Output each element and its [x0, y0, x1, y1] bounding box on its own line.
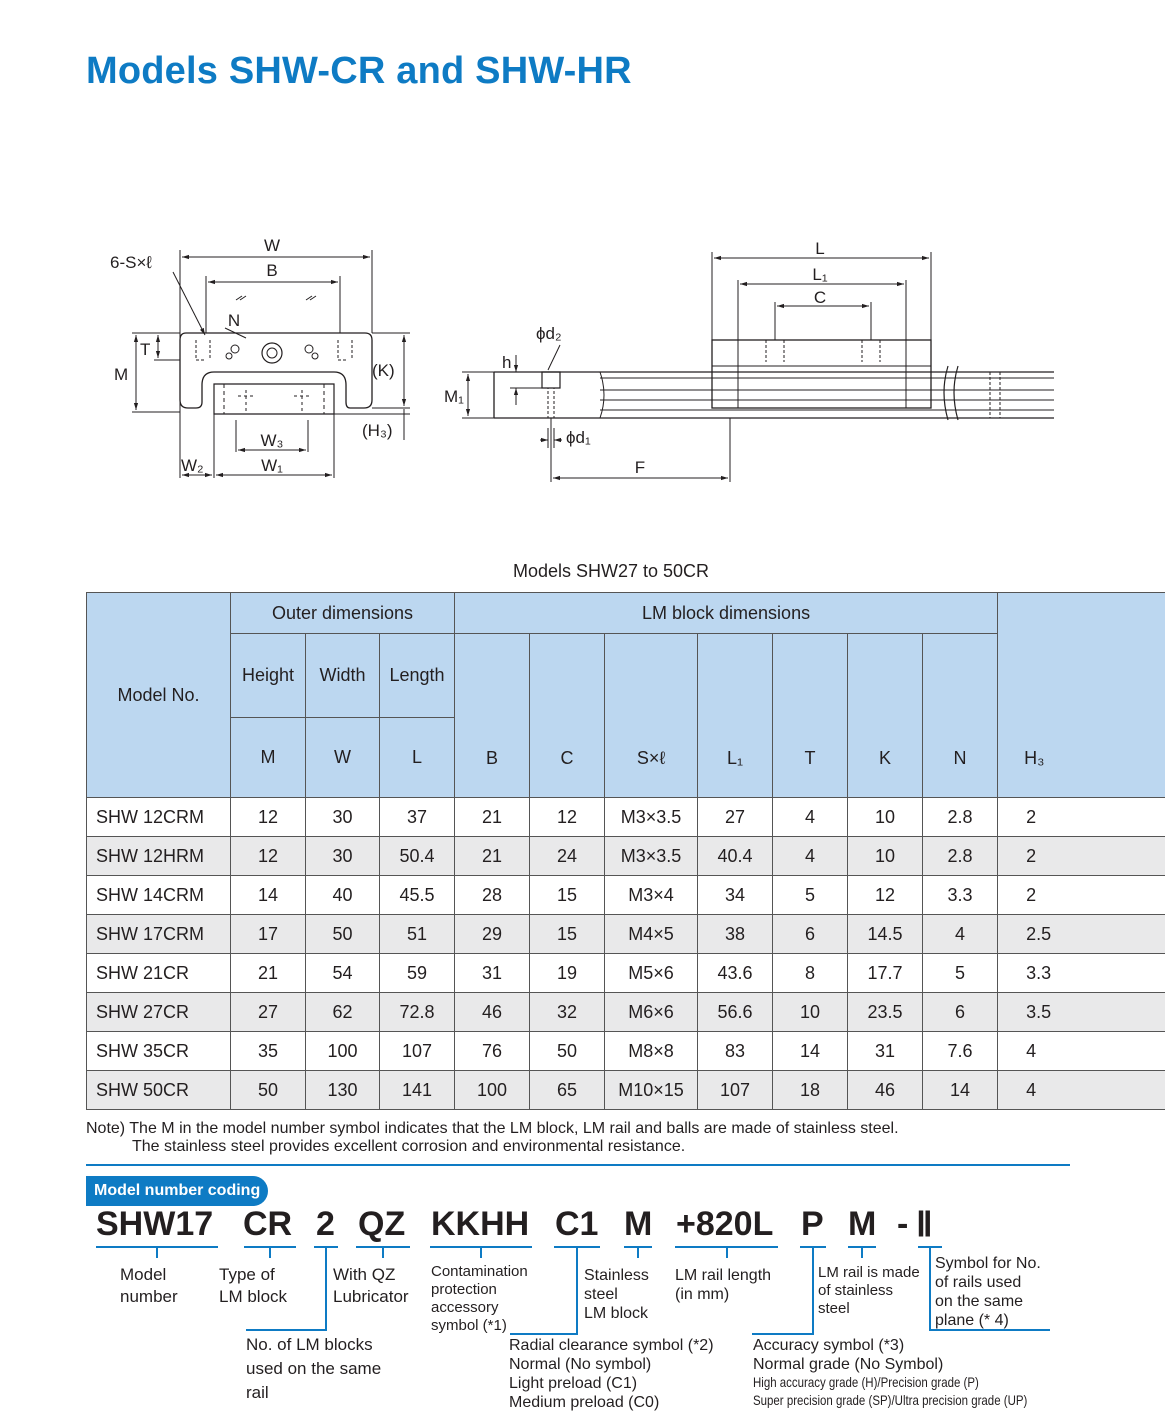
label-m: M	[114, 365, 129, 384]
table-cell: 28	[455, 876, 530, 915]
note-line-2: The stainless steel provides excellent corrosion and environmental resistance.	[132, 1138, 686, 1155]
table-cell: 5	[773, 876, 848, 915]
model-number-coding-badge: Model number coding	[86, 1176, 268, 1206]
dimension-drawing	[0, 0, 1165, 540]
cell-model-no: SHW 12CRM	[87, 798, 231, 837]
table-cell: 27	[231, 993, 306, 1032]
table-cell: 32	[530, 993, 605, 1032]
table-cell: 4	[923, 915, 998, 954]
label-accuracy: Accuracy symbol (*3) Normal grade (No Symbol)	[753, 1337, 944, 1373]
header-s-l: S×ℓ	[605, 634, 698, 798]
header-w: W	[306, 718, 380, 798]
label-rail-stainless: LM rail is made of stainless steel	[818, 1264, 920, 1317]
label-radial-clearance: Radial clearance symbol (*2) Normal (No symbol) Light preload (C1) Medium preload (C0)	[509, 1337, 714, 1411]
table-cell: 100	[306, 1032, 380, 1071]
table-cell: 15	[530, 915, 605, 954]
label-h: h	[502, 353, 512, 372]
table-cell: 5	[923, 954, 998, 993]
table-cell: 50.4	[380, 837, 455, 876]
label-d1: ϕd₁	[566, 428, 591, 447]
table-cell: 10	[773, 993, 848, 1032]
table-row	[87, 798, 1165, 837]
table-cell: 4	[998, 1071, 1165, 1110]
table-cell: 107	[380, 1032, 455, 1071]
label-blocks-number: No. of LM blocks used on the same rail	[246, 1335, 382, 1402]
table-cell: 24	[530, 837, 605, 876]
dimension-table	[86, 592, 1165, 1110]
table-cell: 130	[306, 1071, 380, 1110]
table-cell: 46	[455, 993, 530, 1032]
label-accuracy-grades: High accuracy grade (H)/Precision grade (P) Super precision grade (SP)/Ultra precision grade (UP)	[753, 1374, 1028, 1408]
table-cell: 12	[231, 798, 306, 837]
table-cell: 65	[530, 1071, 605, 1110]
header-model-no: Model No.	[87, 593, 231, 798]
table-cell: 27	[698, 798, 773, 837]
table-cell: 4	[773, 798, 848, 837]
table-caption: Models SHW27 to 50CR	[512, 561, 710, 581]
code-qz: QZ	[358, 1205, 406, 1243]
table-cell: 59	[380, 954, 455, 993]
header-outer-dimensions: Outer dimensions	[231, 593, 455, 634]
label-l1: L₁	[812, 265, 828, 284]
table-row	[87, 837, 1165, 876]
table-cell: 14	[923, 1071, 998, 1110]
label-qz-lubricator: With QZ Lubricator	[333, 1265, 409, 1306]
table-cell: 46	[848, 1071, 923, 1110]
header-length: Length	[380, 634, 455, 718]
code-m-block: M	[624, 1205, 653, 1243]
table-cell: M3×4	[605, 876, 698, 915]
label-n: N	[227, 311, 241, 330]
table-cell: M5×6	[605, 954, 698, 993]
table-cell: 43.6	[698, 954, 773, 993]
table-cell: 4	[773, 837, 848, 876]
cell-model-no: SHW 12HRM	[87, 837, 231, 876]
table-cell: 40.4	[698, 837, 773, 876]
table-cell: 54	[306, 954, 380, 993]
table-row	[87, 1071, 1165, 1110]
table-cell: 50	[306, 915, 380, 954]
header-height: Height	[231, 634, 306, 718]
label-rail-length: LM rail length (in mm)	[675, 1267, 772, 1303]
label-6-s-l: 6-S×ℓ	[110, 253, 152, 272]
table-cell: 21	[455, 837, 530, 876]
code-kkhh: KKHH	[431, 1205, 530, 1243]
table-cell: 7.6	[923, 1032, 998, 1071]
label-model-number: Model number	[120, 1265, 178, 1306]
table-cell: 2.8	[923, 837, 998, 876]
header-width: Width	[306, 634, 380, 718]
table-cell: M8×8	[605, 1032, 698, 1071]
header-b: B	[455, 634, 530, 798]
table-cell: 31	[455, 954, 530, 993]
table-cell: 62	[306, 993, 380, 1032]
label-contamination: Contamination protection accessory symbol (*1)	[431, 1263, 528, 1334]
table-cell: 18	[773, 1071, 848, 1110]
label-f: F	[634, 458, 646, 477]
table-cell: 17.7	[848, 954, 923, 993]
label-w1: W₁	[261, 456, 283, 475]
table-cell: 2	[998, 837, 1165, 876]
table-cell: 100	[455, 1071, 530, 1110]
table-cell: 40	[306, 876, 380, 915]
table-cell: 45.5	[380, 876, 455, 915]
table-cell: 107	[698, 1071, 773, 1110]
table-cell: 21	[231, 954, 306, 993]
table-cell: 141	[380, 1071, 455, 1110]
header-t: T	[773, 634, 848, 798]
table-cell: 76	[455, 1032, 530, 1071]
lm-rail-outline	[214, 384, 334, 414]
table-cell: 2	[998, 798, 1165, 837]
table-cell: 12	[231, 837, 306, 876]
label-w3: W₃	[260, 431, 284, 450]
cell-model-no: SHW 21CR	[87, 954, 231, 993]
code-dash: -	[897, 1205, 909, 1243]
table-cell: 30	[306, 837, 380, 876]
table-cell: 72.8	[380, 993, 455, 1032]
table-row	[87, 915, 1165, 954]
code-blocks: 2	[316, 1205, 335, 1243]
page-title: Models SHW-CR and SHW-HR	[86, 50, 632, 92]
label-w2: W₂	[181, 456, 204, 475]
table-cell: 17	[231, 915, 306, 954]
header-lm-block-dimensions: LM block dimensions	[455, 593, 998, 634]
cell-model-no: SHW 27CR	[87, 993, 231, 1032]
label-l: L	[815, 239, 825, 258]
side-view	[462, 252, 1054, 482]
header-n: N	[923, 634, 998, 798]
table-cell: 10	[848, 837, 923, 876]
code-shw17: SHW17	[96, 1205, 214, 1243]
label-h3: (H₃)	[362, 421, 393, 440]
header-c: C	[530, 634, 605, 798]
label-t: T	[140, 340, 151, 359]
table-cell: 14	[231, 876, 306, 915]
table-cell: 19	[530, 954, 605, 993]
label-w: W	[263, 236, 281, 255]
cell-model-no: SHW 14CRM	[87, 876, 231, 915]
label-rails-number: Symbol for No. of rails used on the same plane (* 4)	[935, 1255, 1041, 1329]
code-m-rail: M	[848, 1205, 877, 1243]
cell-model-no: SHW 17CRM	[87, 915, 231, 954]
table-cell: 50	[530, 1032, 605, 1071]
table-cell: 56.6	[698, 993, 773, 1032]
label-c: C	[813, 288, 827, 307]
label-stainless-block: Stainless steel LM block	[584, 1267, 649, 1322]
table-cell: 38	[698, 915, 773, 954]
table-row	[87, 1032, 1165, 1071]
table-cell: 2.8	[923, 798, 998, 837]
table-cell: 2.5	[998, 915, 1165, 954]
table-cell: 2	[998, 876, 1165, 915]
table-cell: 4	[998, 1032, 1165, 1071]
code-p: P	[801, 1205, 824, 1243]
side-rail	[494, 372, 1054, 418]
table-cell: 21	[455, 798, 530, 837]
table-cell: M6×6	[605, 993, 698, 1032]
header-l1: L₁	[698, 634, 773, 798]
header-m: M	[231, 718, 306, 798]
label-k: (K)	[372, 361, 395, 380]
header-l: L	[380, 718, 455, 798]
table-row	[87, 954, 1165, 993]
table-cell: 14.5	[848, 915, 923, 954]
table-cell: 31	[848, 1032, 923, 1071]
code-length: +820L	[676, 1205, 774, 1243]
table-row	[87, 876, 1165, 915]
side-lm-block	[712, 340, 931, 408]
table-cell: M10×15	[605, 1071, 698, 1110]
table-cell: M4×5	[605, 915, 698, 954]
table-cell: 23.5	[848, 993, 923, 1032]
code-rails: Ⅱ	[916, 1206, 933, 1244]
header-h3: H₃	[998, 593, 1165, 798]
table-cell: 34	[698, 876, 773, 915]
table-cell: 51	[380, 915, 455, 954]
table-cell: 35	[231, 1032, 306, 1071]
table-cell: 3.3	[923, 876, 998, 915]
table-cell: 3.3	[998, 954, 1165, 993]
table-cell: 37	[380, 798, 455, 837]
cell-model-no: SHW 50CR	[87, 1071, 231, 1110]
code-c1: C1	[555, 1205, 599, 1243]
table-cell: 15	[530, 876, 605, 915]
table-cell: 10	[848, 798, 923, 837]
table-cell: 29	[455, 915, 530, 954]
table-cell: 6	[773, 915, 848, 954]
label-b: B	[266, 261, 278, 280]
table-cell: M3×3.5	[605, 837, 698, 876]
code-cr: CR	[243, 1205, 293, 1243]
label-type-of-block: Type of LM block	[219, 1265, 288, 1306]
table-cell: 3.5	[998, 993, 1165, 1032]
note-line-1: Note) The M in the model number symbol indicates that the LM block, LM rail and balls are made of stainless steel.	[86, 1120, 899, 1137]
table-cell: 12	[530, 798, 605, 837]
table-cell: 83	[698, 1032, 773, 1071]
table-cell: M3×3.5	[605, 798, 698, 837]
label-m1: M₁	[444, 387, 464, 406]
table-cell: 12	[848, 876, 923, 915]
cell-model-no: SHW 35CR	[87, 1032, 231, 1071]
note	[86, 1120, 899, 1156]
table-row	[87, 993, 1165, 1032]
label-d2: ϕd₂	[536, 324, 562, 343]
table-cell: 8	[773, 954, 848, 993]
header-k: K	[848, 634, 923, 798]
table-cell: 6	[923, 993, 998, 1032]
table-cell: 14	[773, 1032, 848, 1071]
table-cell: 50	[231, 1071, 306, 1110]
table-cell: 30	[306, 798, 380, 837]
